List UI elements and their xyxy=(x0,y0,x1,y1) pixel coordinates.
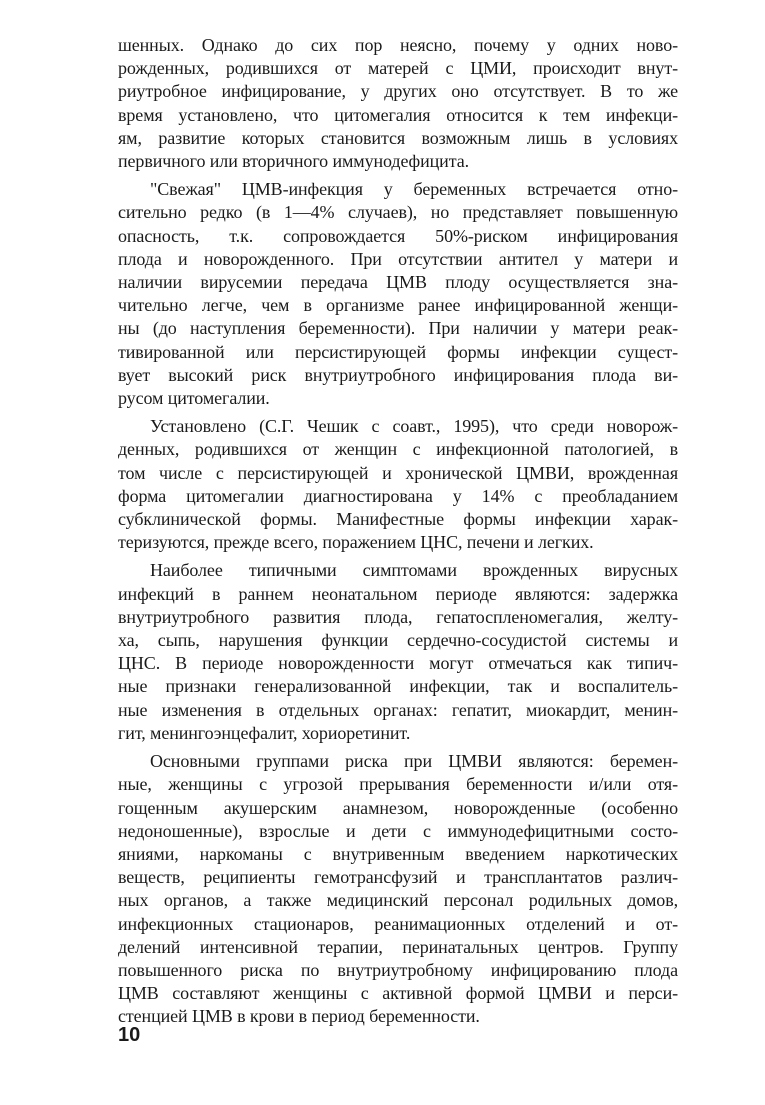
text-line: инфекционных стационаров, реанимационных отделений и от- xyxy=(118,913,678,934)
text-line: ные изменения в отдельных органах: гепатит, миокардит, менин- xyxy=(118,699,678,720)
text-line: ЦМВ составляют женщины с активной формой ЦМВИ и перси- xyxy=(118,983,678,1004)
text-line: ям, развитие которых становится возможным лишь в условиях xyxy=(118,127,678,148)
text-line: тивированной или персистирующей формы инфекции сущест- xyxy=(118,341,678,362)
text-line: вует высокий риск внутриутробного инфицирования плода ви- xyxy=(118,364,678,385)
paragraph xyxy=(118,178,678,410)
text-line: том числе с персистирующей и хронической ЦМВИ, врожденная xyxy=(118,462,678,483)
text-line: рожденных, родившихся от матерей с ЦМИ, происходит внут- xyxy=(118,58,678,79)
text-line: теризуются, прежде всего, поражением ЦНС, печени и легких. xyxy=(118,532,594,553)
text-line: ных органов, а также медицинский персонал родильных домов, xyxy=(118,890,678,911)
text-line: Установлено (С.Г. Чешик с соавт., 1995), что среди новорож- xyxy=(150,416,678,437)
text-line: внутриутробного развития плода, гепатоспленомегалия, желту- xyxy=(118,606,678,627)
paragraph xyxy=(118,34,678,173)
text-line: шенных. Однако до сих пор неясно, почему у одних ново- xyxy=(118,35,678,55)
text-line: субклинической формы. Манифестные формы инфекции харак- xyxy=(118,509,678,530)
text-line: форма цитомегалии диагностирована у 14% с преобладанием xyxy=(118,485,678,506)
text-line: недоношенные), взрослые и дети с иммунодефицитными состо- xyxy=(118,820,678,841)
text-line: ны (до наступления беременности). При наличии у матери реак- xyxy=(118,318,678,339)
body-text xyxy=(118,34,678,1029)
text-line: время установлено, что цитомегалия относится к тем инфекци- xyxy=(118,104,678,125)
text-line: Наиболее типичными симптомами врожденных вирусных xyxy=(150,560,678,581)
text-line: веществ, реципиенты гемотрансфузий и трансплантатов различ- xyxy=(118,867,678,888)
page-number: 10 xyxy=(118,1024,141,1046)
text-line: ЦНС. В периоде новорожденности могут отмечаться как типич- xyxy=(118,653,678,674)
text-line: инфекций в раннем неонатальном периоде являются: задержка xyxy=(118,583,678,604)
paragraph xyxy=(118,559,678,745)
text-line: русом цитомегалии. xyxy=(118,388,270,409)
text-line: делений интенсивной терапии, перинатальных центров. Группу xyxy=(118,936,678,957)
text-line: наличии вирусемии передача ЦМВ плоду осуществляется зна- xyxy=(118,272,678,293)
text-line: первичного или вторичного иммунодефицита. xyxy=(118,151,469,172)
text-line: денных, родившихся от женщин с инфекционной патологией, в xyxy=(118,439,678,460)
text-line: чительно легче, чем в организме ранее инфицированной женщи- xyxy=(118,295,678,316)
text-line: повышенного риска по внутриутробному инфицированию плода xyxy=(118,959,678,980)
text-line: сительно редко (в 1—4% случаев), но представляет повышенную xyxy=(118,202,678,223)
text-line: ные признаки генерализованной инфекции, так и воспалитель- xyxy=(118,676,678,697)
text-line: стенцией ЦМВ в крови в период беременности. xyxy=(118,1006,480,1027)
text-line: гит, менингоэнцефалит, хориоретинит. xyxy=(118,722,411,743)
text-line: риутробное инфицирование, у других оно отсутствует. В то же xyxy=(118,81,678,102)
text-line: ные, женщины с угрозой прерывания беременности и/или отя- xyxy=(118,774,678,795)
text-line: ха, сыпь, нарушения функции сердечно-сосудистой системы и xyxy=(118,630,678,651)
text-line: Основными группами риска при ЦМВИ являются: беремен- xyxy=(150,751,678,772)
text-line: "Свежая" ЦМВ-инфекция у беременных встречается отно- xyxy=(150,179,678,200)
paragraph xyxy=(118,750,678,1028)
text-line: гощенным акушерским анамнезом, новорожденные (особенно xyxy=(118,797,678,818)
text-line: плода и новорожденного. При отсутствии антител у матери и xyxy=(118,248,678,269)
paragraph xyxy=(118,415,678,554)
text-line: опасность, т.к. сопровождается 50%-риском инфицирования xyxy=(118,225,678,246)
text-line: яниями, наркоманы с внутривенным введением наркотических xyxy=(118,843,678,864)
